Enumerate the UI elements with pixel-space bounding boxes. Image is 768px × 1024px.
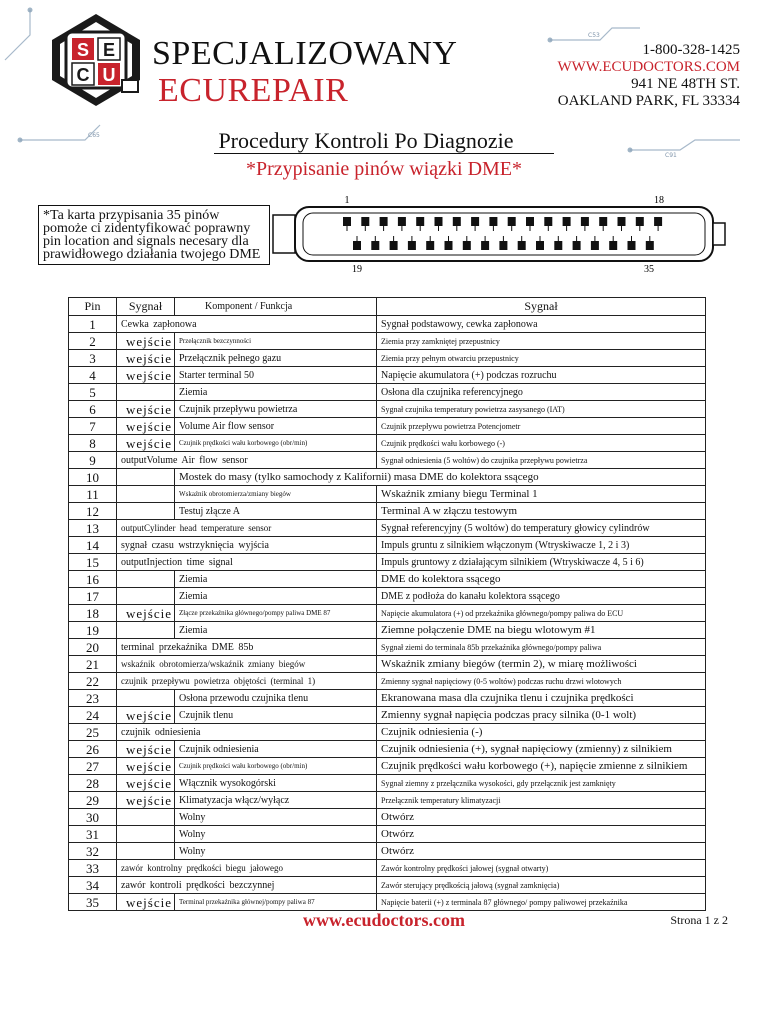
signal-type bbox=[117, 571, 175, 588]
pin-number: 30 bbox=[69, 809, 117, 826]
header-pin: Pin bbox=[69, 298, 117, 316]
pin-number: 1 bbox=[69, 316, 117, 333]
brand-name-line1: SPECJALIZOWANY bbox=[152, 35, 458, 72]
signal-type: wskaźnik obrotomierza/wskaźnik zmiany biegów bbox=[117, 656, 377, 673]
phone-number: 1-800-328-1425 bbox=[642, 42, 740, 58]
signal-type: czujnik odniesienia bbox=[117, 724, 377, 741]
signal-description: Czujnik odniesienia (+), sygnał napięciowy (zmienny) z silnikiem bbox=[377, 741, 706, 758]
signal-description: Napięcie akumulatora (+) podczas rozruchu bbox=[377, 367, 706, 384]
component-function: Czujnik prędkości wału korbowego (obr/min) bbox=[175, 435, 377, 452]
connector-pin bbox=[463, 241, 471, 250]
table-row bbox=[69, 656, 706, 673]
connector-pin bbox=[416, 217, 424, 226]
signal-type bbox=[117, 503, 175, 520]
connector-pin bbox=[518, 241, 526, 250]
svg-text:U: U bbox=[102, 65, 116, 85]
component-function: Czujnik tlenu bbox=[175, 707, 377, 724]
signal-description: Terminal A w złączu testowym bbox=[377, 503, 706, 520]
pin-number: 29 bbox=[69, 792, 117, 809]
signal-description: Sygnał ziemny z przełącznika wysokości, gdy przełącznik jest zamknięty bbox=[377, 775, 706, 792]
info-note: *Ta karta przypisania 35 pinów pomoże ci zidentyfikować poprawny pin location and signals necesary dla prawidłowego działania twojego DME bbox=[38, 205, 270, 265]
signal-type bbox=[117, 384, 175, 401]
connector-pin bbox=[426, 241, 434, 250]
pin-number: 25 bbox=[69, 724, 117, 741]
table-row bbox=[69, 333, 706, 350]
table-row bbox=[69, 860, 706, 877]
signal-type: zawór kontroli prędkości bezczynnej bbox=[117, 877, 377, 894]
signal-type: outputCylinder head temperature sensor bbox=[117, 520, 377, 537]
signal-description: DME do kolektora ssącego bbox=[377, 571, 706, 588]
table-row bbox=[69, 452, 706, 469]
pin-number: 5 bbox=[69, 384, 117, 401]
table-row bbox=[69, 843, 706, 860]
signal-description: Sygnał referencyjny (5 woltów) do temperatury głowicy cylindrów bbox=[377, 520, 706, 537]
pin-number: 18 bbox=[69, 605, 117, 622]
table-row bbox=[69, 741, 706, 758]
signal-description: Przełącznik temperatury klimatyzacji bbox=[377, 792, 706, 809]
pin-number: 21 bbox=[69, 656, 117, 673]
connector-pin bbox=[371, 241, 379, 250]
connector-pin bbox=[508, 217, 516, 226]
connector-pin bbox=[536, 241, 544, 250]
component-function: Klimatyzacja włącz/wyłącz bbox=[175, 792, 377, 809]
component-function: Ziemia bbox=[175, 571, 377, 588]
signal-description: Osłona dla czujnika referencyjnego bbox=[377, 384, 706, 401]
connector-pin bbox=[563, 217, 571, 226]
table-row bbox=[69, 469, 706, 486]
component-function: Starter terminal 50 bbox=[175, 367, 377, 384]
pin-number: 11 bbox=[69, 486, 117, 503]
signal-description: Sygnał ziemi do terminala 85b przekaźnika głównego/pompy paliwa bbox=[377, 639, 706, 656]
signal-type: wejście bbox=[117, 350, 175, 367]
circuit-tag-c65: C65 bbox=[88, 132, 100, 139]
component-function: Wolny bbox=[175, 843, 377, 860]
pin-number: 13 bbox=[69, 520, 117, 537]
signal-description: Sygnał odniesienia (5 woltów) do czujnika przepływu powietrza bbox=[377, 452, 706, 469]
signal-description: Ekranowana masa dla czujnika tlenu i czujnika prędkości bbox=[377, 690, 706, 707]
component-function: Ziemia bbox=[175, 384, 377, 401]
connector-pin bbox=[599, 217, 607, 226]
page-title: Procedury Kontroli Po Diagnozie bbox=[0, 128, 768, 154]
connector-pin bbox=[445, 241, 453, 250]
signal-description: Sygnał czujnika temperatury powietrza zasysanego (IAT) bbox=[377, 401, 706, 418]
signal-type: wejście bbox=[117, 792, 175, 809]
connector-pin bbox=[408, 241, 416, 250]
signal-type bbox=[117, 690, 175, 707]
connector-pin bbox=[353, 241, 361, 250]
connector-pin bbox=[591, 241, 599, 250]
brand-name-line2: ECUREPAIR bbox=[158, 72, 349, 109]
component-function: Wolny bbox=[175, 826, 377, 843]
pin-number: 32 bbox=[69, 843, 117, 860]
table-row bbox=[69, 418, 706, 435]
signal-description: Ziemia przy pełnym otwarciu przepustnicy bbox=[377, 350, 706, 367]
connector-pin bbox=[526, 217, 534, 226]
connector-pin bbox=[361, 217, 369, 226]
signal-type: wejście bbox=[117, 741, 175, 758]
svg-text:S: S bbox=[76, 40, 90, 60]
connector-pin bbox=[609, 241, 617, 250]
table-header-row bbox=[69, 298, 706, 316]
component-function: Włącznik wysokogórski bbox=[175, 775, 377, 792]
table-row bbox=[69, 537, 706, 554]
table-row bbox=[69, 486, 706, 503]
pin-number: 8 bbox=[69, 435, 117, 452]
pin-number: 35 bbox=[69, 894, 117, 911]
connector-pin bbox=[453, 217, 461, 226]
table-row bbox=[69, 690, 706, 707]
table-row bbox=[69, 639, 706, 656]
connector-pin-label-18: 18 bbox=[654, 195, 664, 206]
signal-description: Impuls gruntu z silnikiem włączonym (Wtryskiwacze 1, 2 i 3) bbox=[377, 537, 706, 554]
signal-description: Otwórz bbox=[377, 809, 706, 826]
secu-logo bbox=[46, 10, 146, 118]
table-row bbox=[69, 826, 706, 843]
component-function: Przełącznik pełnego gazu bbox=[175, 350, 377, 367]
signal-type bbox=[117, 486, 175, 503]
table-row bbox=[69, 707, 706, 724]
signal-type: zawór kontrolny prędkości biegu jałowego bbox=[117, 860, 377, 877]
signal-type: wejście bbox=[117, 758, 175, 775]
pin-number: 12 bbox=[69, 503, 117, 520]
connector-pin bbox=[573, 241, 581, 250]
component-function: Ziemia bbox=[175, 588, 377, 605]
pin-number: 10 bbox=[69, 469, 117, 486]
connector-pin bbox=[581, 217, 589, 226]
pin-number: 19 bbox=[69, 622, 117, 639]
signal-type: sygnał czasu wstrzyknięcia wyjścia bbox=[117, 537, 377, 554]
signal-type: outputVolume Air flow sensor bbox=[117, 452, 377, 469]
table-row bbox=[69, 554, 706, 571]
connector-pin bbox=[489, 217, 497, 226]
component-function: Czujnik przepływu powietrza bbox=[175, 401, 377, 418]
connector-pin bbox=[499, 241, 507, 250]
signal-type: wejście bbox=[117, 775, 175, 792]
signal-description: Otwórz bbox=[377, 843, 706, 860]
component-function: Przełącznik bezczynności bbox=[175, 333, 377, 350]
table-row bbox=[69, 605, 706, 622]
table-row bbox=[69, 435, 706, 452]
component-function: Testuj złącze A bbox=[175, 503, 377, 520]
table-row bbox=[69, 877, 706, 894]
signal-type: wejście bbox=[117, 894, 175, 911]
table-row bbox=[69, 401, 706, 418]
component-function: Ziemia bbox=[175, 622, 377, 639]
pin-number: 20 bbox=[69, 639, 117, 656]
table-row bbox=[69, 316, 706, 333]
pin-number: 28 bbox=[69, 775, 117, 792]
footer-website[interactable]: www.ecudoctors.com bbox=[303, 910, 465, 930]
signal-description: Wskaźnik zmiany biegu Terminal 1 bbox=[377, 486, 706, 503]
signal-description: Ziemne połączenie DME na biegu wlotowym #1 bbox=[377, 622, 706, 639]
table-row bbox=[69, 367, 706, 384]
address-line2: OAKLAND PARK, FL 33334 bbox=[557, 93, 740, 109]
pin-number: 15 bbox=[69, 554, 117, 571]
pin-number: 23 bbox=[69, 690, 117, 707]
pin-number: 17 bbox=[69, 588, 117, 605]
table-row bbox=[69, 622, 706, 639]
address-line1: 941 NE 48TH ST. bbox=[631, 76, 740, 92]
pin-number: 4 bbox=[69, 367, 117, 384]
connector-pin bbox=[471, 217, 479, 226]
pin-number: 6 bbox=[69, 401, 117, 418]
connector-pin bbox=[390, 241, 398, 250]
table-row bbox=[69, 384, 706, 401]
component-function: Wolny bbox=[175, 809, 377, 826]
signal-description: Sygnał podstawowy, cewka zapłonowa bbox=[377, 316, 706, 333]
website-link[interactable]: WWW.ECUDOCTORS.COM bbox=[557, 59, 740, 75]
signal-description: DME z podłoża do kanału kolektora ssącego bbox=[377, 588, 706, 605]
signal-description: Wskaźnik zmiany biegów (termin 2), w miarę możliwości bbox=[377, 656, 706, 673]
table-row bbox=[69, 894, 706, 911]
table-row bbox=[69, 588, 706, 605]
pin-number: 2 bbox=[69, 333, 117, 350]
signal-type: wejście bbox=[117, 401, 175, 418]
connector-pin bbox=[554, 241, 562, 250]
connector-pin bbox=[343, 217, 351, 226]
page-subtitle: *Przypisanie pinów wiązki DME* bbox=[245, 158, 523, 180]
connector-pin bbox=[628, 241, 636, 250]
pin-number: 7 bbox=[69, 418, 117, 435]
component-function: Mostek do masy (tylko samochody z Kalifornii) masa DME do kolektora ssącego bbox=[175, 469, 706, 486]
signal-description: Zawór kontrolny prędkości jałowej (sygnał otwarty) bbox=[377, 860, 706, 877]
signal-description: Zawór sterujący prędkością jałową (sygnał zamknięcia) bbox=[377, 877, 706, 894]
connector-pin-label-19: 19 bbox=[352, 264, 362, 275]
connector-pin bbox=[380, 217, 388, 226]
signal-description: Zmienny sygnał napięciowy (0-5 woltów) podczas ruchu drzwi wlotowych bbox=[377, 673, 706, 690]
header-component: Komponent / Funkcja bbox=[175, 298, 377, 316]
component-function: Czujnik prędkości wału korbowego (obr/min) bbox=[175, 758, 377, 775]
connector-pin-label-1: 1 bbox=[344, 195, 350, 206]
svg-text:E: E bbox=[102, 40, 116, 60]
connector-pin bbox=[646, 241, 654, 250]
table-row bbox=[69, 792, 706, 809]
header-signal: Sygnał bbox=[117, 298, 175, 316]
page-number: Strona 1 z 2 bbox=[670, 913, 728, 927]
table-row bbox=[69, 724, 706, 741]
signal-type: wejście bbox=[117, 367, 175, 384]
connector-pin bbox=[544, 217, 552, 226]
contact-block bbox=[557, 42, 740, 110]
connector-pin bbox=[618, 217, 626, 226]
signal-description: Napięcie akumulatora (+) od przekaźnika głównego/pompy paliwa do ECU bbox=[377, 605, 706, 622]
component-function: Volume Air flow sensor bbox=[175, 418, 377, 435]
signal-type: Cewka zapłonowa bbox=[117, 316, 377, 333]
pin-number: 22 bbox=[69, 673, 117, 690]
pin-number: 14 bbox=[69, 537, 117, 554]
connector-pin bbox=[654, 217, 662, 226]
connector-pin bbox=[435, 217, 443, 226]
signal-type: terminal przekaźnika DME 85b bbox=[117, 639, 377, 656]
signal-description: Czujnik przepływu powietrza Potencjometr bbox=[377, 418, 706, 435]
signal-description: Czujnik prędkości wału korbowego (+), napięcie zmienne z silnikiem bbox=[377, 758, 706, 775]
pin-assignment-table bbox=[68, 297, 706, 911]
component-function: Terminal przekaźnika głównej/pompy paliwa 87 bbox=[175, 894, 377, 911]
signal-description: Ziemia przy zamkniętej przepustnicy bbox=[377, 333, 706, 350]
table-row bbox=[69, 520, 706, 537]
pin-number: 27 bbox=[69, 758, 117, 775]
connector-pin bbox=[398, 217, 406, 226]
table-row bbox=[69, 350, 706, 367]
signal-description: Napięcie baterii (+) z terminala 87 głównego/ pompy paliwowej przekaźnika bbox=[377, 894, 706, 911]
signal-description: Impuls gruntowy z działającym silnikiem (Wtryskiwacze 4, 5 i 6) bbox=[377, 554, 706, 571]
circuit-tag-c53: C53 bbox=[588, 32, 600, 39]
connector-pin bbox=[481, 241, 489, 250]
table-row bbox=[69, 571, 706, 588]
signal-type: outputInjection time signal bbox=[117, 554, 377, 571]
table-row bbox=[69, 758, 706, 775]
dme-connector-diagram bbox=[265, 193, 745, 275]
component-function: Czujnik odniesienia bbox=[175, 741, 377, 758]
table-row bbox=[69, 673, 706, 690]
signal-description: Czujnik prędkości wału korbowego (-) bbox=[377, 435, 706, 452]
signal-type bbox=[117, 588, 175, 605]
signal-type: wejście bbox=[117, 605, 175, 622]
signal-type: wejście bbox=[117, 707, 175, 724]
signal-type bbox=[117, 843, 175, 860]
pin-number: 26 bbox=[69, 741, 117, 758]
pin-number: 16 bbox=[69, 571, 117, 588]
pin-number: 31 bbox=[69, 826, 117, 843]
component-function: Złącze przekaźnika głównego/pompy paliwa DME 87 bbox=[175, 605, 377, 622]
connector-pin bbox=[636, 217, 644, 226]
pin-number: 3 bbox=[69, 350, 117, 367]
signal-type bbox=[117, 469, 175, 486]
signal-type bbox=[117, 809, 175, 826]
signal-type bbox=[117, 826, 175, 843]
circuit-tag-c91: C91 bbox=[665, 152, 677, 159]
pin-number: 24 bbox=[69, 707, 117, 724]
signal-type: wejście bbox=[117, 435, 175, 452]
signal-description: Otwórz bbox=[377, 826, 706, 843]
signal-type: wejście bbox=[117, 333, 175, 350]
table-row bbox=[69, 503, 706, 520]
pin-number: 33 bbox=[69, 860, 117, 877]
signal-description: Zmienny sygnał napięcia podczas pracy silnika (0-1 wolt) bbox=[377, 707, 706, 724]
header-signal-description: Sygnał bbox=[377, 298, 706, 316]
pin-number: 34 bbox=[69, 877, 117, 894]
signal-description: Czujnik odniesienia (-) bbox=[377, 724, 706, 741]
signal-type: wejście bbox=[117, 418, 175, 435]
component-function: Wskaźnik obrotomierza/zmiany biegów bbox=[175, 486, 377, 503]
table-row bbox=[69, 775, 706, 792]
signal-type: czujnik przepływu powietrza objętości (terminal 1) bbox=[117, 673, 377, 690]
table-row bbox=[69, 809, 706, 826]
signal-type bbox=[117, 622, 175, 639]
svg-text:C: C bbox=[76, 65, 90, 85]
pin-number: 9 bbox=[69, 452, 117, 469]
component-function: Osłona przewodu czujnika tlenu bbox=[175, 690, 377, 707]
connector-pin-label-35: 35 bbox=[644, 264, 654, 275]
